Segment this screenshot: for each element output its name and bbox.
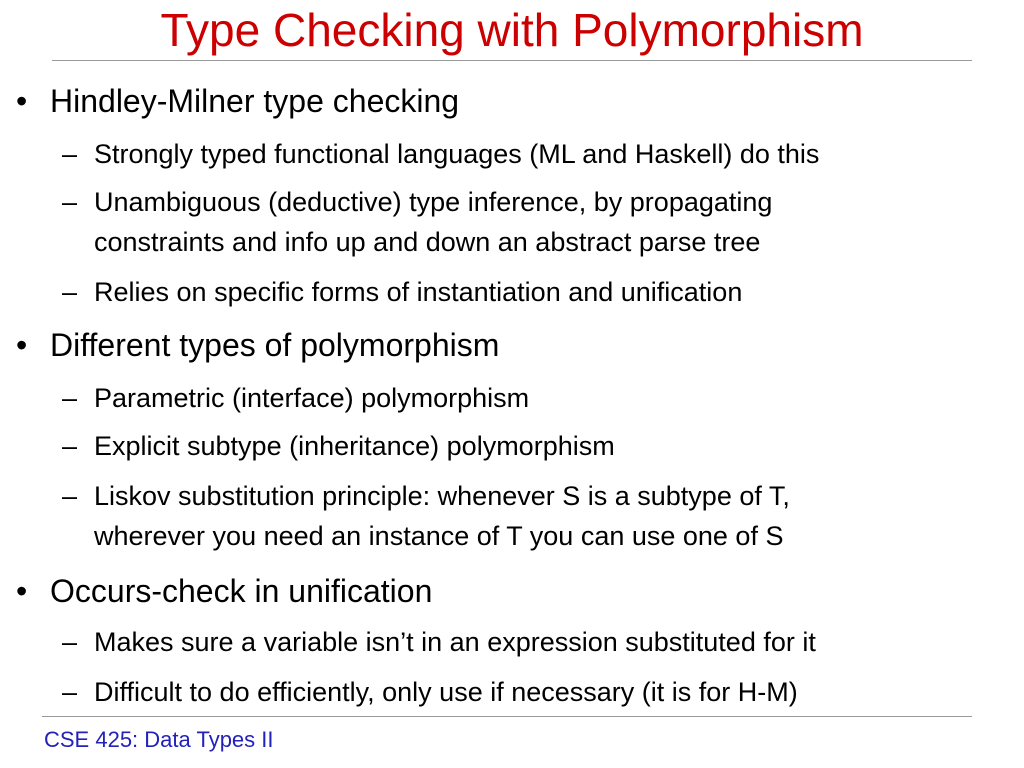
dash-marker: – [62,677,78,707]
bullet-occurs-check [16,572,1010,610]
dash-marker: – [62,383,78,413]
sub-bullet-text: Parametric (interface) polymorphism [94,383,530,413]
sub-bullet [62,182,1022,262]
bullet-marker: • [16,573,28,609]
bullet-text: Hindley-Milner type checking [50,83,460,119]
sub-bullet-text-continued: constraints and info up and down an abstract parse tree [94,227,761,257]
bullet-marker: • [16,83,28,119]
sub-bullet-text-continued: wherever you need an instance of T you can use one of S [94,521,784,551]
sub-bullet-text: Unambiguous (deductive) type inference, by propagating [94,187,773,217]
slide-title: Type Checking with Polymorphism [160,4,864,56]
sub-bullet [62,378,1022,418]
dash-marker: – [62,277,78,307]
sub-bullet [62,622,1022,662]
footer-divider [42,716,972,717]
bullet-polymorphism-types [16,326,1010,364]
dash-marker: – [62,431,78,461]
sub-bullet [62,134,1022,174]
dash-marker: – [62,139,78,169]
bullet-text: Occurs-check in unification [50,573,433,609]
sub-bullet-text: Makes sure a variable isn’t in an expression substituted for it [94,627,816,657]
sub-bullet [62,672,1022,712]
sub-bullet [62,476,1022,556]
dash-marker: – [62,627,78,657]
sub-bullet-text: Difficult to do efficiently, only use if necessary (it is for H-M) [94,677,798,707]
sub-bullet-text: Explicit subtype (inheritance) polymorphism [94,431,615,461]
sub-bullet-text: Liskov substitution principle: whenever S is a subtype of T, [94,481,790,511]
sub-bullet [62,426,1022,466]
slide-footer: CSE 425: Data Types II [44,727,274,752]
bullet-hindley-milner [16,82,1010,120]
bullet-marker: • [16,327,28,363]
dash-marker: – [62,187,78,217]
sub-bullet-text: Relies on specific forms of instantiation and unification [94,277,743,307]
dash-marker: – [62,481,78,511]
sub-bullet [62,272,1022,312]
bullet-text: Different types of polymorphism [50,327,500,363]
sub-bullet-text: Strongly typed functional languages (ML and Haskell) do this [94,139,820,169]
